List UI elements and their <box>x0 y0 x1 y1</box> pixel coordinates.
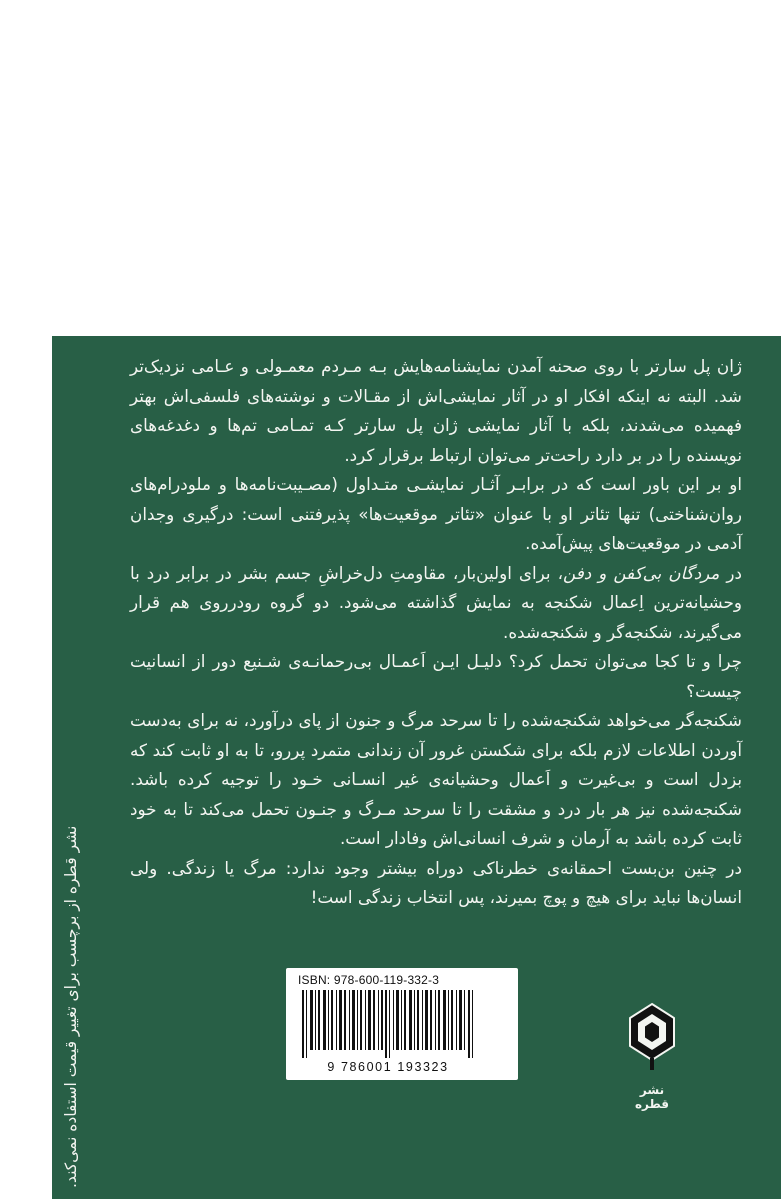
paragraph-3-start: در <box>719 562 742 583</box>
qatreh-publisher-logo-icon <box>624 1000 680 1078</box>
paragraph-3 <box>130 559 742 648</box>
price-label-note: نشر قطره از برچسب برای تغییر قیمت استفاده نمی‌کند. <box>62 825 80 1188</box>
paragraph-3-rest: ، برای اولین‌بار، مقاومتِ دل‌خراشِ جسم بشر در برابر درد با وحشیانه‌ترین اِعمال شکنجه به نمایش گذاشته می‌شود. دو گروه رودرروی هم قرار می‌گیرند، شکنجه‌گر و شکنجه‌شده. <box>130 562 742 642</box>
play-title: مردگان بی‌کفن و دفن <box>563 562 720 583</box>
isbn-barcode-box <box>286 968 518 1080</box>
barcode-icon <box>298 990 478 1058</box>
paragraph-2: او بر این باور است که در برابـر آثـار نمایشـی متـداول (مصـیبت‌نامه‌ها و ملودرام‌های روان‌شناختی) تنها تئاتر او با عنوان «تئاتر موقعیت‌ها» پذیرفتنی است: درگیری وجدان آدمی در موقعیت‌های پیش‌آمده. <box>130 474 742 553</box>
isbn-label: ISBN: 978-600-119-332-3 <box>298 973 440 987</box>
barcode-number: 9 786001 193323 <box>327 1060 449 1074</box>
paragraph-6: در چنین بن‌بست احمقانه‌ی خطرناکی دوراه بیشتر وجود ندارد: مرگ یا زندگی. ولی انسان‌ها نباید برای هیچ و پوچ بمیرند، پس انتخاب زندگی است! <box>130 857 742 907</box>
paragraph-5: شکنجه‌گر می‌خواهد شکنجه‌شده را تا سرحد مرگ و جنون از پای درآورد، نه برای به‌دست آوردن اطلاعات لازم بلکه برای شکستن غرور آن زندانی متمرد پررو، تا به او ثابت کند که بزدل است و بی‌غیرت و اَعمال وحشیانه‌ی غیر انسـانی خـود را توجیه کرده باشد. شکنجه‌شده نیز هر بار درد و مشقت را تا سرحد مـرگ و جنـون تحمل می‌کند تا به خود ثابت کرده باشد به آرمان و شرف انسانی‌اش وفادار است. <box>130 710 742 848</box>
paragraph-4: چرا و تا کجا می‌توان تحمل کرد؟ دلیـل ایـن اَعمـال بی‌رحمانـه‌ی شـنیع دور از انسانیت چیست؟ <box>130 651 742 701</box>
paragraph-1: ژان پل سارتر با روی صحنه آمدن نمایشنامه‌هایش بـه مـردم معمـولی و عـامی نزدیک‌تر شد. البته نه اینکه افکار او در آثار نمایشی‌اش از مقـالات و نوشته‌های فلسفی‌اش بهتر فهمیده می‌شدند، بلکه با آثار نمایشی ژان پل سارتر کـه تمـامی تم‌ها و دغدغه‌های نویسنده را در بر دارد راحت‌تر می‌توان ارتباط برقرار کرد. <box>130 356 742 465</box>
blurb-text <box>130 352 742 913</box>
publisher-name: نشر قطره <box>634 1083 670 1111</box>
